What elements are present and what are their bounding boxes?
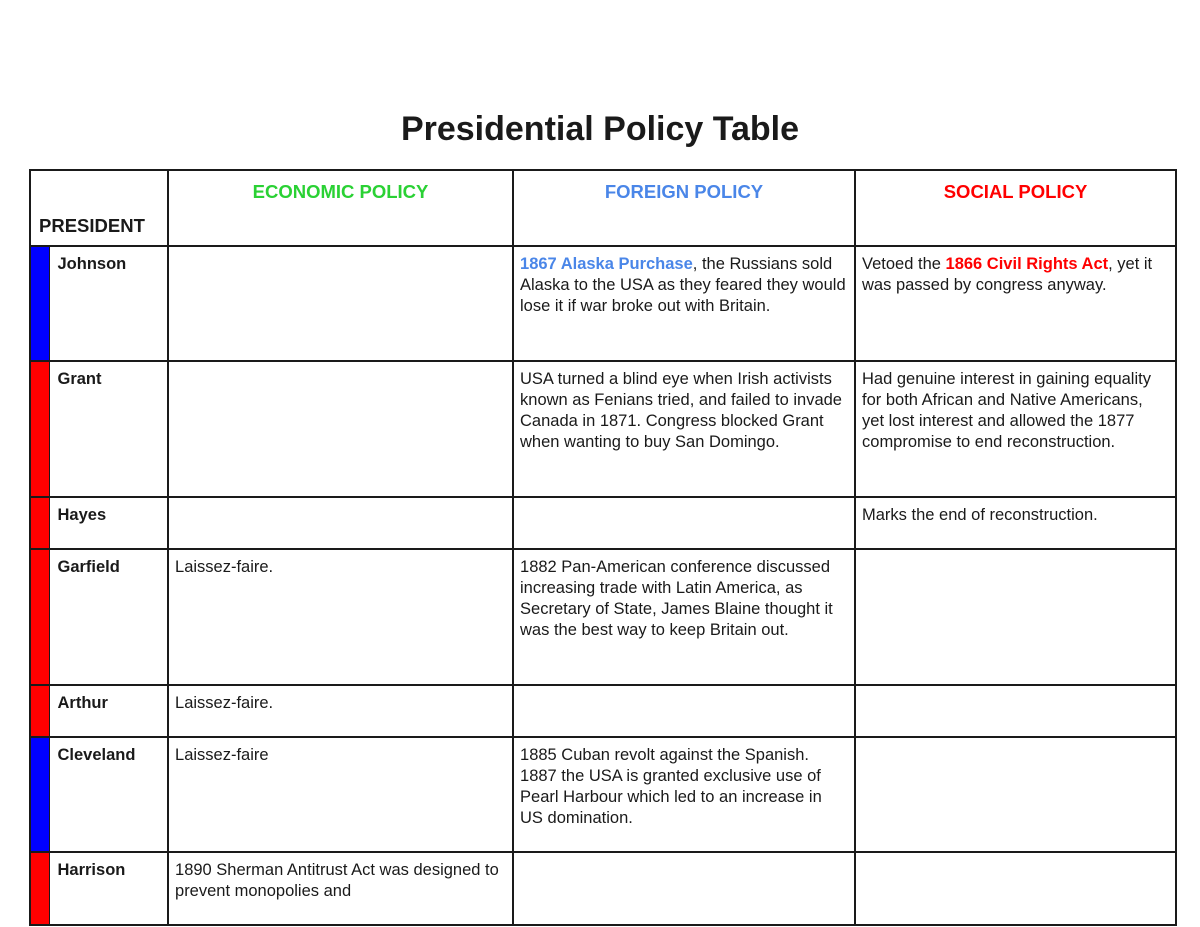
economic-policy-cell: 1890 Sherman Antitrust Act was designed to prevent monopolies and [168, 852, 513, 925]
table-row [30, 497, 1176, 549]
alaska-purchase-highlight: 1867 Alaska Purchase [520, 255, 693, 273]
president-name: Cleveland [49, 737, 168, 852]
party-color-bar [30, 737, 49, 852]
president-name: Arthur [49, 685, 168, 737]
party-color-bar [30, 246, 49, 361]
economic-policy-cell: Laissez-faire. [168, 685, 513, 737]
party-color-bar [30, 852, 49, 925]
civil-rights-act-highlight: 1866 Civil Rights Act [945, 255, 1109, 273]
table-row [30, 737, 1176, 852]
social-policy-text: , yet it was passed by congress anyway. [862, 255, 1153, 294]
header-economic-policy: ECONOMIC POLICY [168, 170, 513, 246]
foreign-policy-cell [513, 685, 855, 737]
social-policy-cell [855, 685, 1176, 737]
foreign-policy-cell: 1882 Pan-American conference discussed increasing trade with Latin America, as Secretary of State, James Blaine thought it was the best way to keep Britain out. [513, 549, 855, 685]
foreign-policy-text: , the Russians sold Alaska to the USA as they feared they would lose it if war broke out with Britain. [520, 255, 846, 315]
table-row [30, 361, 1176, 497]
social-policy-prefix: Vetoed the [862, 255, 946, 273]
party-color-bar [30, 685, 49, 737]
foreign-policy-cell [513, 497, 855, 549]
foreign-policy-cell [513, 852, 855, 925]
economic-policy-cell [168, 246, 513, 361]
president-name: Harrison [49, 852, 168, 925]
president-name: Johnson [49, 246, 168, 361]
table-row [30, 852, 1176, 925]
social-policy-cell [855, 852, 1176, 925]
social-policy-cell [855, 246, 1176, 361]
social-policy-cell: Had genuine interest in gaining equality for both African and Native Americans, yet lost interest and allowed the 1877 compromise to end reconstruction. [855, 361, 1176, 497]
header-social-policy: SOCIAL POLICY [855, 170, 1176, 246]
policy-table [29, 169, 1177, 926]
foreign-policy-cell: USA turned a blind eye when Irish activists known as Fenians tried, and failed to invade Canada in 1871. Congress blocked Grant when wanting to buy San Domingo. [513, 361, 855, 497]
party-color-bar [30, 497, 49, 549]
president-name: Garfield [49, 549, 168, 685]
page-title: Presidential Policy Table [400, 110, 800, 148]
social-policy-cell: Marks the end of reconstruction. [855, 497, 1176, 549]
header-row [30, 170, 1176, 246]
president-name: Hayes [49, 497, 168, 549]
table-row [30, 685, 1176, 737]
social-policy-cell [855, 549, 1176, 685]
table-row [30, 549, 1176, 685]
header-president: PRESIDENT [30, 170, 168, 246]
economic-policy-cell: Laissez-faire [168, 737, 513, 852]
economic-policy-cell: Laissez-faire. [168, 549, 513, 685]
foreign-policy-cell: 1885 Cuban revolt against the Spanish. 1887 the USA is granted exclusive use of Pearl Harbour which led to an increase in US domination. [513, 737, 855, 852]
economic-policy-cell [168, 497, 513, 549]
header-foreign-policy: FOREIGN POLICY [513, 170, 855, 246]
table-row [30, 246, 1176, 361]
social-policy-cell [855, 737, 1176, 852]
foreign-policy-cell [513, 246, 855, 361]
party-color-bar [30, 549, 49, 685]
economic-policy-cell [168, 361, 513, 497]
party-color-bar [30, 361, 49, 497]
president-name: Grant [49, 361, 168, 497]
